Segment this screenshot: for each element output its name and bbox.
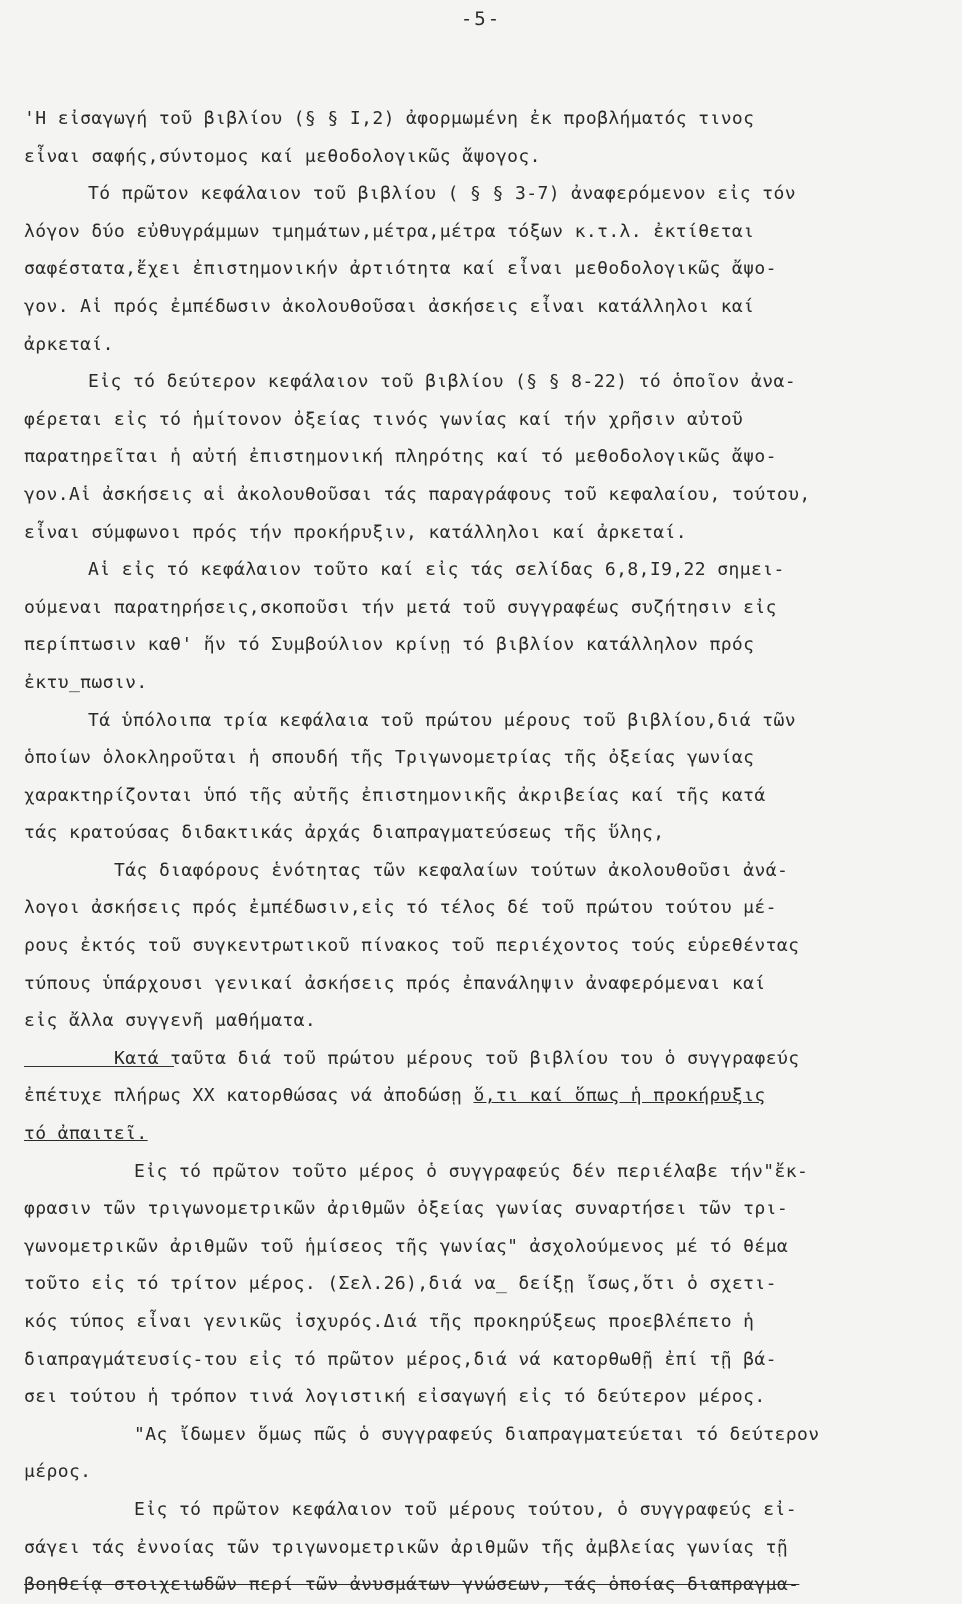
text-line: Εἰς τό πρῶτον κεφάλαιον τοῦ μέρους τούτου, ὁ συγγραφεύς εἰ- (134, 1498, 797, 1520)
typewritten-body (24, 100, 924, 1604)
text-line: περίπτωσιν καθ' ἥν τό Συμβούλιον κρίνῃ τό βιβλίον κατάλληλον πρός (24, 634, 755, 656)
text-line: λόγον δύο εὐθυγράμμων τμημάτων,μέτρα,μέτρα τόξων κ.τ.λ. ἐκτίθεται (24, 220, 755, 242)
text-line: Εἰς τό πρῶτον τοῦτο μέρος ὁ συγγραφεύς δέν περιέλαβε τήν"ἔκ- (134, 1160, 809, 1182)
text-line-start: ἐπέτυχε πλήρως XX κατορθώσας νά ἀποδώσῃ (24, 1085, 474, 1107)
text-line: τοῦτο εἰς τό τρίτον μέρος. (Σελ.26),διά να_ δείξῃ ἴσως,ὅτι ὁ σχετι- (24, 1273, 777, 1295)
text-line: ούμεναι παρατηρήσεις,σκοποῦσι τήν μετά τοῦ συγγραφέως συζήτησιν εἰς (24, 596, 777, 618)
text-line: Κατά ταῦτα διά τοῦ πρώτου μέρους τοῦ βιβλίου του ὁ συγγραφεύς (114, 1047, 800, 1069)
text-line: διαπραγμάτευσίς-του εἰς τό πρῶτον μέρος,διά νά κατορθωθῇ ἐπί τῇ βά- (24, 1348, 777, 1370)
text-line: γωνομετρικῶν ἀριθμῶν τοῦ ἡμίσεος τῆς γωνίας" ἀσχολούμενος μέ τό θέμα (24, 1235, 789, 1257)
text-line: Αἱ εἰς τό κεφάλαιον τοῦτο καί εἰς τάς σελίδας 6,8,I9,22 σημει- (88, 559, 785, 581)
text-line: "Ας ἴδωμεν ὅμως πῶς ὁ συγγραφεύς διαπραγματεύεται τό δεύτερον (134, 1423, 820, 1445)
text-line: σάγει τάς ἐννοίας τῶν τριγωνομετρικῶν ἀριθμῶν τῆς ἀμβλείας γωνίας τῇ (24, 1536, 789, 1558)
divider-rule (24, 1066, 174, 1067)
text-line: Τά ὑπόλοιπα τρία κεφάλαια τοῦ πρώτου μέρους τοῦ βιβλίου,διά τῶν (88, 709, 796, 731)
text-line: τάς κρατούσας διδακτικάς ἀρχάς διαπραγματεύσεως τῆς ὕλης, (24, 822, 665, 844)
underlined-phrase: ὅ,τι καί ὅπως ἡ προκήρυξις (473, 1085, 766, 1107)
page-number: -5- (460, 8, 502, 30)
text-line: ρους ἐκτός τοῦ συγκεντρωτικοῦ πίνακος τοῦ περιέχοντος τούς εὑρεθέντας (24, 935, 800, 957)
text-line: φρασιν τῶν τριγωνομετρικῶν ἀριθμῶν ὀξείας γωνίας συναρτήσει τῶν τρι- (24, 1198, 789, 1220)
text-line: Εἰς τό δεύτερον κεφάλαιον τοῦ βιβλίου (§ § 8-22) τό ὁποῖον ἀνα- (88, 371, 796, 393)
text-line: Τό πρῶτον κεφάλαιον τοῦ βιβλίου ( § § 3-7) ἀναφερόμενον εἰς τόν (88, 183, 796, 205)
text-line: εἰς ἄλλα συγγενῆ μαθήματα. (24, 1010, 317, 1032)
text-line: λογοι ἀσκήσεις πρός ἐμπέδωσιν,εἰς τό τέλος δέ τοῦ πρώτου τούτου μέ- (24, 897, 777, 919)
text-line: βοηθείᾳ στοιχειωδῶν περί τῶν ἀνυσμάτων γνώσεων, τάς ὁποίας διαπραγμα- (24, 1574, 800, 1596)
text-line: φέρεται εἰς τό ἡμίτονον ὀξείας τινός γωνίας καί τήν χρῆσιν αὐτοῦ (24, 408, 744, 430)
text-line: ἐκτυ_πωσιν. (24, 671, 148, 693)
text-line: γον.Αἱ ἀσκήσεις αἱ ἀκολουθοῦσαι τάς παραγράφους τοῦ κεφαλαίου, τούτου, (24, 483, 811, 505)
text-line: εἶναι σύμφωνοι πρός τήν προκήρυξιν, κατάλληλοι καί ἀρκεταί. (24, 521, 687, 543)
text-line: εἶναι σαφής,σύντομος καί μεθοδολογικῶς ἄψογος. (24, 145, 541, 167)
text-line: ὁποίων ὁλοκληροῦται ἡ σπουδή τῆς Τριγωνομετρίας τῆς ὀξείας γωνίας (24, 747, 755, 769)
text-line: παρατηρεῖται ἡ αὐτή ἐπιστημονική πληρότης καί τό μεθοδολογικῶς ἄψο- (24, 446, 777, 468)
text-line (24, 1077, 924, 1115)
text-line: μέρος. (24, 1461, 92, 1483)
text-line: 'Η εἰσαγωγή τοῦ βιβλίου (§ § I,2) ἀφορμωμένη ἐκ προβλήματός τινος (24, 108, 755, 129)
text-line: τύπους ὑπάρχουσι γενικαί ἀσκήσεις πρός ἐπανάληψιν ἀναφερόμεναι καί (24, 972, 766, 994)
text-line: χαρακτηρίζονται ὑπό τῆς αὐτῆς ἐπιστημονικῆς ἀκριβείας καί τῆς κατά (24, 784, 766, 806)
text-line: σει τούτου ἡ τρόπον τινά λογιστική εἰσαγωγή εἰς τό δεύτερον μέρος. (24, 1386, 766, 1408)
text-line: σαφέστατα,ἔχει ἐπιστημονικήν ἀρτιότητα καί εἶναι μεθοδολογικῶς ἄψο- (24, 258, 777, 280)
text-line: γον. Αἱ πρός ἐμπέδωσιν ἀκολουθοῦσαι ἀσκήσεις εἶναι κατάλληλοι καί (24, 295, 755, 317)
text-line: ἀρκεταί. (24, 333, 114, 355)
text-line: Τάς διαφόρους ἑνότητας τῶν κεφαλαίων τούτων ἀκολουθοῦσι ἀνά- (114, 859, 789, 881)
text-line: κός τύπος εἶναι γενικῶς ἰσχυρός.Διά τῆς προκηρύξεως προεβλέπετο ἡ (24, 1311, 755, 1332)
text-line: τό ἀπαιτεῖ. (24, 1123, 148, 1145)
